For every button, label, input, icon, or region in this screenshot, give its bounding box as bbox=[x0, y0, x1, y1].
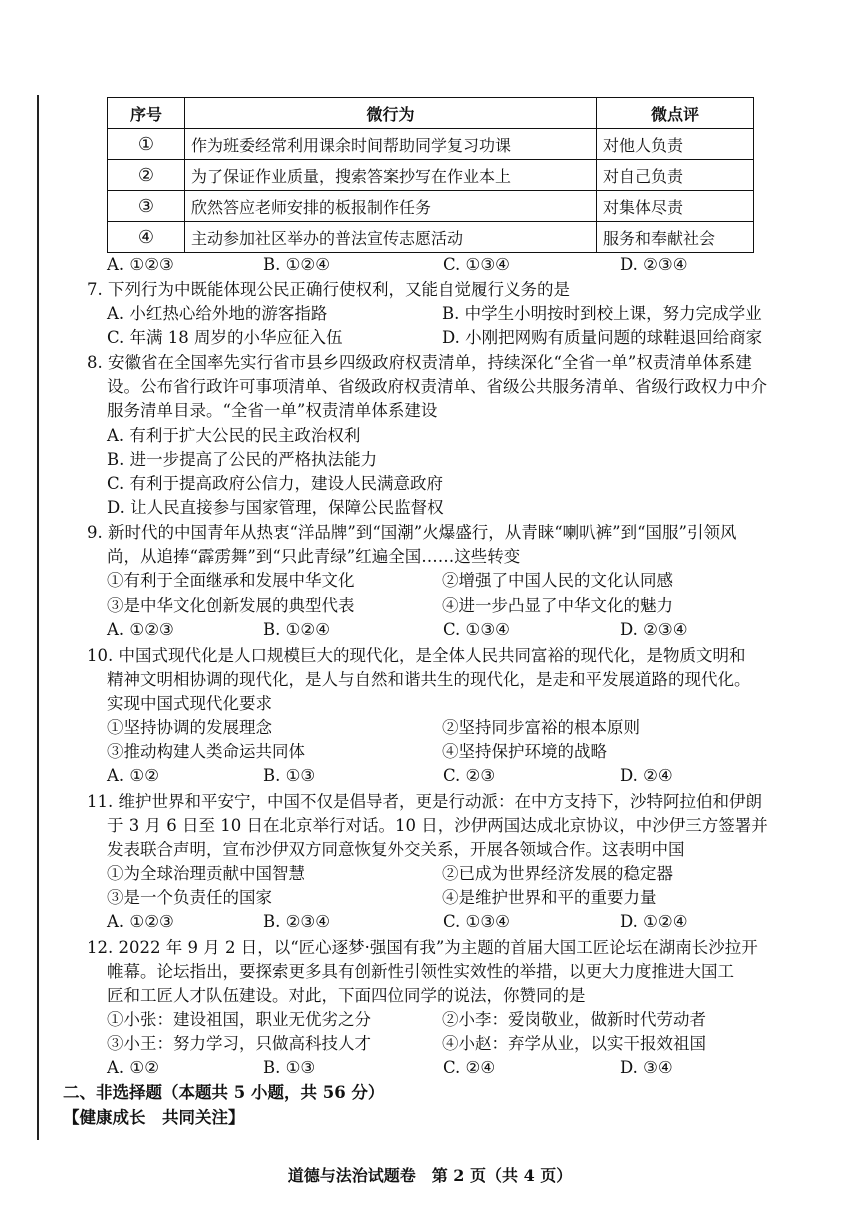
q11-option-a: A. ①②③ bbox=[107, 912, 174, 931]
q11-option-b: B. ②③④ bbox=[263, 912, 330, 931]
q9-option-b: B. ①②④ bbox=[263, 620, 330, 639]
q10-option-a: A. ①② bbox=[107, 766, 159, 785]
section-subtitle: 【健康成长 共同关注】 bbox=[63, 1108, 245, 1127]
q8-stem-line: 8. 安徽省在全国率先实行省市县乡四级政府权责清单，持续深化“全省一单”权责清单体系建 bbox=[87, 353, 752, 372]
q10-option-b: B. ①③ bbox=[263, 766, 316, 785]
q10-stem-line: 10. 中国式现代化是人口规模巨大的现代化，是全体人民共同富裕的现代化，是物质文明和 bbox=[87, 646, 746, 665]
q9-option-a: A. ①②③ bbox=[107, 620, 174, 639]
q12-stem-line: 12. 2022 年 9 月 2 日，以“匠心逐梦·强国有我”为主题的首届大国工匠论坛在湖南长沙拉开 bbox=[87, 938, 758, 957]
page-footer: 道德与法治试题卷 第 2 页（共 4 页） bbox=[287, 1166, 573, 1185]
q10-item: ①坚持协调的发展理念 bbox=[107, 718, 272, 737]
q6-option-b: B. ①②④ bbox=[263, 255, 330, 274]
q9-item: ④进一步凸显了中华文化的魅力 bbox=[442, 596, 673, 615]
table-header: 序号 bbox=[108, 98, 185, 129]
table-cell: 对集体尽责 bbox=[597, 191, 754, 222]
q9-item: ②增强了中国人民的文化认同感 bbox=[442, 571, 673, 590]
q11-option-c: C. ①③④ bbox=[443, 912, 510, 931]
q12-item: ④小赵：弃学从业，以实干报效祖国 bbox=[442, 1034, 706, 1053]
q11-option-d: D. ①②④ bbox=[620, 912, 688, 931]
table-header: 微点评 bbox=[597, 98, 754, 129]
q10-item: ③推动构建人类命运共同体 bbox=[107, 742, 305, 761]
q7-option-a: A. 小红热心给外地的游客指路 bbox=[107, 304, 328, 323]
table-row bbox=[108, 160, 754, 191]
q11-item: ①为全球治理贡献中国智慧 bbox=[107, 864, 305, 883]
table-cell: ③ bbox=[108, 191, 185, 222]
q10-stem-line: 实现中国式现代化要求 bbox=[107, 694, 272, 713]
q11-item: ④是维护世界和平的重要力量 bbox=[442, 888, 657, 907]
q9-stem-line: 9. 新时代的中国青年从热衷“洋品牌”到“国潮”火爆盛行，从青睐“喇叭裤”到“国服”引领风 bbox=[87, 523, 737, 542]
table-cell: 服务和奉献社会 bbox=[597, 222, 754, 253]
q9-option-c: C. ①③④ bbox=[443, 620, 510, 639]
q12-option-d: D. ③④ bbox=[620, 1058, 673, 1077]
q10-stem-line: 精神文明相协调的现代化，是人与自然和谐共生的现代化，是走和平发展道路的现代化。 bbox=[107, 670, 751, 689]
q6-option-c: C. ①③④ bbox=[443, 255, 510, 274]
q12-item: ②小李：爱岗敬业，做新时代劳动者 bbox=[442, 1010, 706, 1029]
q12-item: ①小张：建设祖国，职业无优劣之分 bbox=[107, 1010, 371, 1029]
q9-option-d: D. ②③④ bbox=[620, 620, 688, 639]
q11-stem-line: 于 3 月 6 日至 10 日在北京举行对话。10 日，沙伊两国达成北京协议，中沙伊三方签署并 bbox=[107, 816, 768, 835]
table-cell: ① bbox=[108, 129, 185, 160]
q7-stem: 7. 下列行为中既能体现公民正确行使权利，又能自觉履行义务的是 bbox=[87, 280, 570, 299]
q11-item: ②已成为世界经济发展的稳定器 bbox=[442, 864, 673, 883]
margin-rule bbox=[37, 95, 39, 1140]
table-cell: 为了保证作业质量，搜索答案抄写在作业本上 bbox=[185, 160, 597, 191]
q6-option-a: A. ①②③ bbox=[107, 255, 174, 274]
q8-option-d: D. 让人民直接参与国家管理，保障公民监督权 bbox=[107, 498, 444, 517]
q8-option-a: A. 有利于扩大公民的民主政治权利 bbox=[107, 426, 361, 445]
q10-item: ④坚持保护环境的战略 bbox=[442, 742, 607, 761]
q9-stem-line: 尚，从追捧“霹雳舞”到“只此青绿”红遍全国……这些转变 bbox=[107, 547, 521, 566]
table-cell: 作为班委经常利用课余时间帮助同学复习功课 bbox=[185, 129, 597, 160]
q11-item: ③是一个负责任的国家 bbox=[107, 888, 272, 907]
table-row bbox=[108, 222, 754, 253]
q8-option-b: B. 进一步提高了公民的严格执法能力 bbox=[107, 450, 378, 469]
q11-stem-line: 11. 维护世界和平安宁，中国不仅是倡导者，更是行动派：在中方支持下，沙特阿拉伯和伊朗 bbox=[87, 792, 762, 811]
q12-option-c: C. ②④ bbox=[443, 1058, 496, 1077]
q8-stem-line: 服务清单目录。“全省一单”权责清单体系建设 bbox=[107, 401, 438, 420]
table-row bbox=[108, 191, 754, 222]
q11-stem-line: 发表联合声明，宣布沙伊双方同意恢复外交关系，开展各领域合作。这表明中国 bbox=[107, 840, 685, 859]
table-header-row bbox=[108, 98, 754, 129]
q10-option-c: C. ②③ bbox=[443, 766, 496, 785]
table-cell: ④ bbox=[108, 222, 185, 253]
q7-option-d: D. 小刚把网购有质量问题的球鞋退回给商家 bbox=[442, 328, 763, 347]
section-title: 二、非选择题（本题共 5 小题，共 56 分） bbox=[63, 1083, 385, 1102]
q9-item: ③是中华文化创新发展的典型代表 bbox=[107, 596, 355, 615]
q7-option-c: C. 年满 18 周岁的小华应征入伍 bbox=[107, 328, 343, 347]
q12-stem-line: 帷幕。论坛指出，要探索更多具有创新性引领性实效性的举措，以更大力度推进大国工 bbox=[107, 962, 734, 981]
q10-item: ②坚持同步富裕的根本原则 bbox=[442, 718, 640, 737]
q12-option-b: B. ①③ bbox=[263, 1058, 316, 1077]
table-row bbox=[108, 129, 754, 160]
q12-item: ③小王：努力学习，只做高科技人才 bbox=[107, 1034, 371, 1053]
q9-item: ①有利于全面继承和发展中华文化 bbox=[107, 571, 355, 590]
table-cell: ② bbox=[108, 160, 185, 191]
table-header: 微行为 bbox=[185, 98, 597, 129]
table-cell: 对自己负责 bbox=[597, 160, 754, 191]
q8-stem-line: 设。公布省行政许可事项清单、省级政府权责清单、省级公共服务清单、省级行政权力中介 bbox=[107, 377, 767, 396]
table-cell: 对他人负责 bbox=[597, 129, 754, 160]
q12-stem-line: 匠和工匠人才队伍建设。对此，下面四位同学的说法，你赞同的是 bbox=[107, 986, 586, 1005]
q6-option-d: D. ②③④ bbox=[620, 255, 688, 274]
q8-option-c: C. 有利于提高政府公信力，建设人民满意政府 bbox=[107, 474, 444, 493]
q7-option-b: B. 中学生小明按时到校上课，努力完成学业 bbox=[442, 304, 762, 323]
table-cell: 欣然答应老师安排的板报制作任务 bbox=[185, 191, 597, 222]
q12-option-a: A. ①② bbox=[107, 1058, 159, 1077]
behavior-table bbox=[107, 97, 754, 253]
q10-option-d: D. ②④ bbox=[620, 766, 673, 785]
table-cell: 主动参加社区举办的普法宣传志愿活动 bbox=[185, 222, 597, 253]
